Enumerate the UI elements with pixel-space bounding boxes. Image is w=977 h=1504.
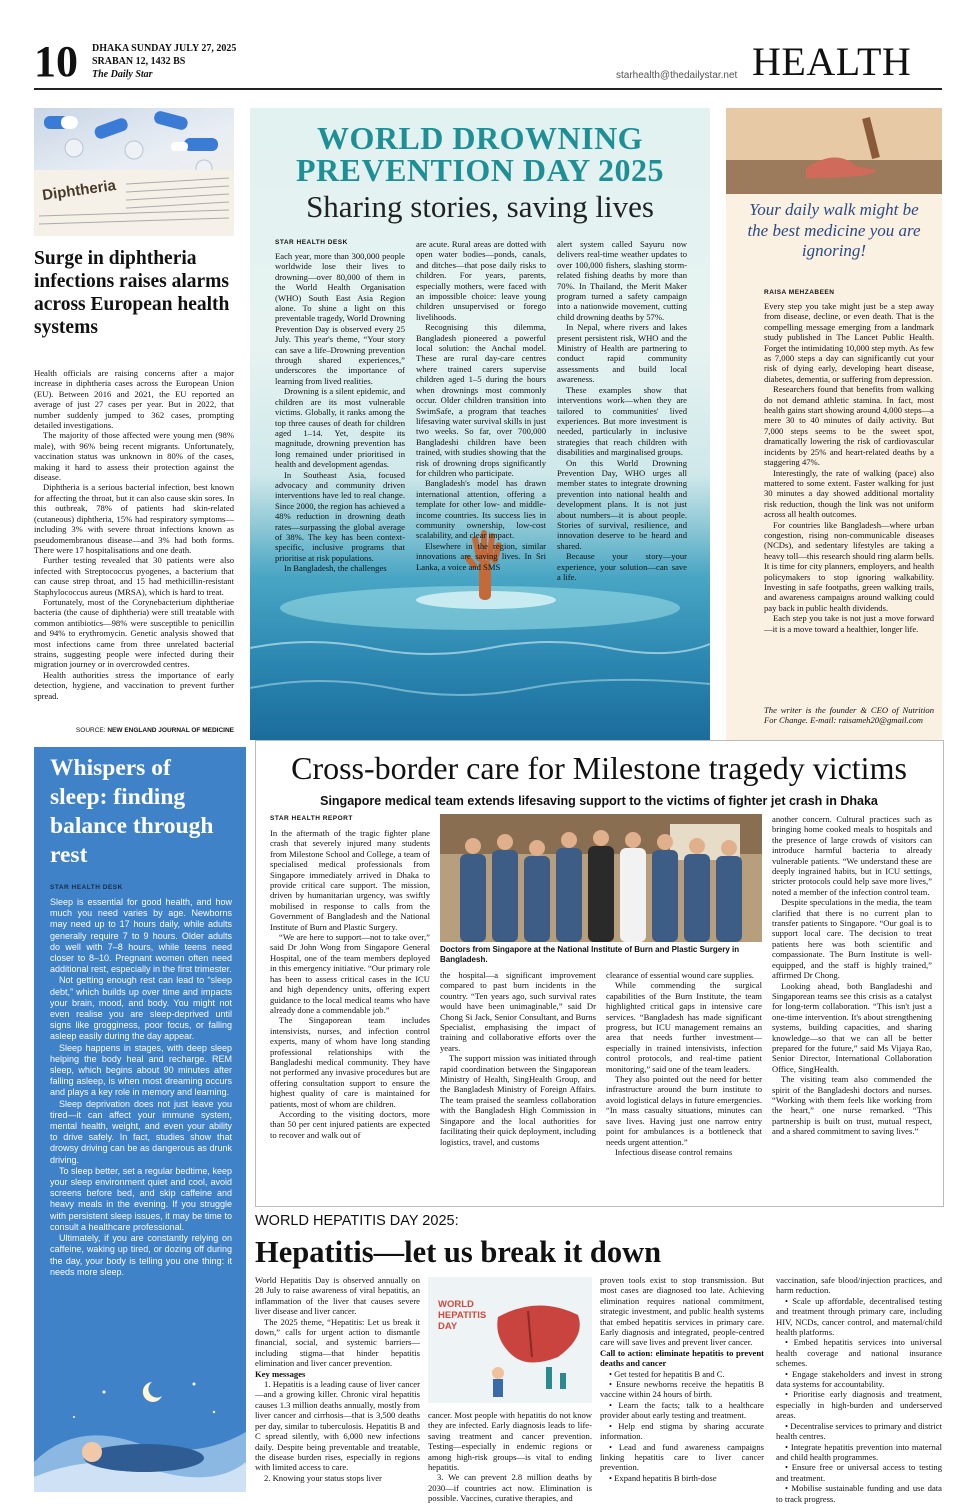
- paragraph: 2. Knowing your status stops liver: [264, 1472, 382, 1483]
- key-messages-heading: Key messages: [255, 1368, 306, 1379]
- paragraph: Each step you take is not just a move forward—it is a move toward a healthier, longer life.: [764, 613, 934, 634]
- hepatitis-col-2: [428, 1410, 592, 1504]
- paragraph: The 2025 theme, “Hepatitis: Let us break it down,” calls for urgent action to dismantle financial, social, and systemic barriers—including stigma—that hinder hepatitis elimination and liver cancer prevention.: [255, 1316, 420, 1369]
- paragraph: Infectious disease control remains: [615, 1146, 733, 1157]
- drowning-col-1: [275, 251, 405, 594]
- paragraph: Because your story—your experience, your solution—can save a life.: [557, 551, 687, 582]
- walk-panel: [726, 108, 942, 740]
- list-item: • Ensure newborns receive the hepatitis B vaccine within 24 hours of birth.: [600, 1379, 764, 1400]
- drowning-byline: STAR HEALTH DESK: [275, 239, 348, 246]
- paragraph: alert system called Sayuru now delivers real-time weather updates to over 100,000 fishers, slashing storm-related fishing deaths by more than 70%. In Thailand, the Merit Maker program turned a safety campaign into a nationwide movement, cutting child drowning deaths by 57%.: [557, 239, 687, 322]
- walking-photo: [726, 108, 942, 194]
- drowning-col-2: [416, 239, 546, 594]
- milestone-photo: [440, 814, 762, 942]
- pills-illustration: [34, 108, 234, 236]
- milestone-col-2: [440, 970, 596, 1188]
- walk-author-note: The writer is the founder & CEO of Nutrition For Change. E-mail: raisameh20@gmail.com: [764, 705, 934, 726]
- paragraph: Recognising this dilemma, Bangladesh pioneered a powerful local solution: the Anchal model. These are rural day-care centres where trained carers supervise children aged 1–5 during the hours when drownings most commonly occur. Older children transition into SwimSafe, a program that teaches lifesaving water survival skills in just two weeks. So far, over 700,000 Bangladeshi children have been trained, with studies showing that the risk of drowning drops significantly for children who participate.: [416, 322, 546, 478]
- paragraph: According to the visiting doctors, more than 50 per cent injured patients are expected to recover and walk out of: [270, 1108, 430, 1140]
- drowning-col-3: [557, 239, 687, 594]
- paragraph: In Bangladesh, the challenges: [284, 563, 387, 574]
- bangla-date: SRABAN 12, 1432 BS: [92, 56, 186, 67]
- moon-icon: [143, 1382, 162, 1402]
- diphtheria-source: [40, 727, 234, 734]
- paragraph: Looking ahead, both Bangladeshi and Singaporean teams see this crisis as a catalyst for long-term collaboration. “This isn't just a one-time intervention. It's about strengthening systems, building capacities, and sharing knowledge—so that we can all be better prepared for the future,” said Ms Vijaya Rao, Senior Director, International Collaboration Office, SingHealth.: [772, 980, 932, 1074]
- paragraph: “We are here to support—not to take over,” said Dr John Wong from Singapore General Hospital, one of the team members deployed in this emergency initiative. “Our primary role has been to assess critical cases in the ICU and high dependency units, offering expert guidance to the local medical teams who have already done a commendable job.”: [270, 932, 430, 1015]
- paragraph: While commending the surgical capabilities of the Burn Institute, the team highlighted critical gaps in intensive care services. “Bangladesh has made significant progress, but ICU management remains an area that needs further investment—especially in trained intensivists, infection control protocols, and real-time patient monitoring,” said one of the team leaders.: [606, 980, 762, 1074]
- paragraph: The support mission was initiated through rapid coordination between the Singaporean Ministry of Health, SingHealth Group, and the Bangladesh Ministry of Foreign Affairs. The team praised the seamless collaboration with the Bangladesh High Commission in Singapore and the local authorities for facilitating their quick deployment, including logistics, travel, and customs: [440, 1053, 596, 1147]
- milestone-col-3: [606, 970, 762, 1188]
- paragraph: another concern. Cultural practices such as bringing home cooked meals to hospitals and the presence of large crowds of visitors can introduce harmful bacteria to already vulnerable patients. “We understand these are deeply ingrained habits, but in ICU settings, stricter protocols could help save more lives,” noted a member of the infection control team.: [772, 814, 932, 897]
- sleeping-illustration: [34, 1362, 246, 1492]
- hepatitis-kicker: WORLD HEPATITIS DAY 2025:: [255, 1213, 459, 1229]
- sleep-byline: STAR HEALTH DESK: [50, 884, 123, 891]
- call-to-action-heading: Call to action: eliminate hepatitis to prevent deaths and cancer: [600, 1347, 764, 1369]
- paragraph: Despite speculations in the media, the team clarified that there is no current plan to transfer patients to Singapore. “Our goal is to support local care. The decision to treat patients here was both scientific and compassionate. The Burn Institute is well-equipped, and the staff is highly trained,” affirmed Dr Chong.: [772, 897, 932, 981]
- paragraph: 1. Hepatitis is a leading cause of liver cancer—and a growing killer. Chronic viral hepatitis causes 1.3 million deaths annually, mostly from liver cancer and cirrhosis—that is 3,500 deaths per day, similar to tuberculosis. Hepatitis B and C spread silently, with 6,000 new infections daily. Despite being preventable and treatable, the disease burden rises, especially in regions with limited access to care.: [255, 1379, 420, 1473]
- paragraph: cancer. Most people with hepatitis do not know they are infected. Early diagnosis leads to life-saving treatment and cancer prevention. Testing—especially in endemic regions or among high-risk groups—is vital to ending hepatitis.: [428, 1410, 592, 1473]
- paragraph: Bangladesh's model has drawn international attention, offering a template for other low- and middle-income countries. Its success lies in community ownership, low-cost scalability, and clear impact.: [416, 478, 546, 541]
- hepatitis-col-1: [255, 1275, 420, 1495]
- paragraph: On this World Drowning Prevention Day, WHO urges all member states to integrate drowning prevention into national health and development plans. It is not just about numbers—it is about people. Stories of survival, resilience, and innovation deserve to be heard and shared.: [557, 457, 687, 551]
- section-title: HEALTH: [752, 39, 912, 84]
- paragraph: clearance of essential wound care supplies.: [606, 970, 754, 980]
- paper-logo: The Daily Star: [92, 69, 153, 80]
- paragraph: Researchers found that benefits from walking do not demand athletic stamina. In fact, most health gains start showing around 4,000 steps—a mere 30 to 40 minutes of daily activity. But 7,000 steps seems to be the sweet spot, dramatically lowering the risk of cardiovascular incidents by 25% and heart-related deaths by a staggering 47%.: [764, 384, 934, 468]
- paragraph: For countries like Bangladesh—where urban congestion, rising non-communicable diseases (NCDs), and sedentary lifestyles are taking a heavy toll—this research should ring alarm bells. It is time for city planners, employers, and health policymakers to stop ignoring walkability. Investing in safe footpaths, green walking trails, and awareness campaigns around walking could pay back in public health dividends.: [764, 519, 934, 613]
- list-item: • Decentralise services to primary and district health centres.: [776, 1420, 942, 1442]
- list-item: • Lead and fund awareness campaigns linking hepatitis care to liver cancer prevention.: [600, 1441, 764, 1473]
- list-item: • Integrate hepatitis prevention into maternal and child health programmes.: [776, 1441, 942, 1462]
- milestone-headline: Cross-border care for Milestone tragedy victims: [291, 750, 907, 786]
- milestone-byline: STAR HEALTH REPORT: [270, 815, 353, 822]
- paragraph: Health officials are raising concerns after a major increase in diphtheria cases across the European Union (EU). Between 2016 and 2021, the EU reported an average of just 27 cases per year. But in 2022, that number suddenly jumped to 362 cases, prompting detailed investigations.: [34, 368, 234, 431]
- paragraph: Drowning is a silent epidemic, and children are its most vulnerable victims. Globally, it ranks among the top three causes of death for children aged 1–14. Yet, despite its magnitude, drowning prevention has long remained under prioritised in health and development agendas.: [275, 386, 405, 470]
- diphtheria-image-label: Diphtheria: [41, 176, 118, 205]
- walk-headline: Your daily walk might be the best medicine you are ignoring!: [747, 200, 921, 260]
- paragraph: To sleep better, set a regular bedtime, keep your sleep environment quiet and cool, avoid screens before bed, and skip caffeine and heavy meals in the evening. If you struggle with persistent sleep issues, it may be time to consult a healthcare professional.: [50, 1165, 232, 1232]
- list-item: • Engage stakeholders and invest in strong data systems for accountability.: [776, 1368, 942, 1390]
- paragraph: They also pointed out the need for better infrastructure around the burn institute to avoid logistical delays in future emergencies. “In mass casualty situations, minutes can save lives. Having just one narrow entry point for ambulances is a bottleneck that needs urgent attention.”: [606, 1074, 762, 1147]
- call-to-action-list: [600, 1369, 764, 1483]
- milestone-col-4: [772, 814, 932, 1189]
- paragraph: Sleep deprivation does not just leave you tired—it can affect your immune system, mental health, weight, and even your ability to drive safely. In fact, studies show that drowsy driving can be as dangerous as drunk driving.: [50, 1098, 232, 1165]
- diphtheria-image: [34, 108, 234, 236]
- paragraph: These examples show that interventions work—when they are tailored to communities' lived experiences. But more investment is needed, particularly in inclusive strategies that reach children with disabilities and marginalised groups.: [557, 384, 687, 458]
- paragraph: Elsewhere in the region, similar innovations are saving lives. In Sri Lanka, a voice and SMS: [416, 540, 546, 572]
- paragraph: Fortunately, most of the Corynebacterium diphtheriae bacteria (the cause of diphtheria) were still treatable with common antibiotics—98% were susceptible to penicillin and 94% to erythromycin. Genetic analysis showed that most infections came from three unrelated bacterial strains, suggesting people were infected during their migration journey or in overcrowded centres.: [34, 596, 234, 670]
- masthead-rule: [34, 88, 942, 90]
- paragraph: vaccination, safe blood/injection practices, and harm reduction.: [776, 1275, 942, 1296]
- walk-body: [764, 301, 934, 703]
- list-item: • Scale up affordable, decentralised testing and treatment through primary care, including HIV, NCDs, cancer control, and maternal/child health platforms.: [776, 1295, 942, 1338]
- list-item: • Prioritise early diagnosis and treatment, especially in high-burden and underserved areas.: [776, 1389, 942, 1421]
- paragraph: are acute. Rural areas are dotted with open water bodies—ponds, canals, and ditches—that pose daily risks to children. For years, parents, especially mothers, were faced with an impossible choice: leave young children unsupervised or forego livelihoods.: [416, 239, 546, 322]
- paragraph: Diphtheria is a serious bacterial infection, best known for affecting the throat, but it can also cause skin sores. In this outbreak, 78% of patients had skin-related (cutaneous) diphtheria, 15% had respiratory symptoms—including 3% with severe throat infections known as pseudomembranous disease—and 3% had both forms. There were 17 hospitalisations and one death.: [34, 482, 234, 555]
- list-item: • Learn the facts; talk to a healthcare provider about early testing and treatment.: [600, 1399, 764, 1421]
- paragraph: The visiting team also commended the spirit of the Bangladeshi doctors and nurses. “Working with them feels like working from the heart,” one nurse remarked. “This partnership is built on trust, mutual respect, and a shared commitment to saving lives.”: [772, 1074, 932, 1137]
- paragraph: Sleep happens in stages, with deep sleep helping the body heal and recharge. REM sleep, which begins about 90 minutes after falling asleep, is when most dreaming occurs and plays a key role in memory and learning.: [50, 1042, 232, 1098]
- hepatitis-graphic: [428, 1277, 592, 1403]
- paragraph: Sleep is essential for good health, and how much you need varies by age. Newborns may need up to 17 hours daily, while adults generally require 7 to 9 hours. Older adults do well with 7–8 hours, while teens need closer to 8–10. Pregnant women often need additional rest, especially in the first trimester.: [50, 897, 232, 975]
- sleep-body: [50, 897, 232, 1352]
- diphtheria-headline: Surge in diphtheria infections raises alarms across European health systems: [34, 248, 230, 338]
- drowning-kicker: WORLD DROWNING PREVENTION DAY 2025: [295, 120, 665, 188]
- paragraph: Ultimately, if you are constantly relying on caffeine, waking up tired, or dozing off during the day, your body is telling you one thing: it needs more sleep.: [50, 1233, 232, 1277]
- paragraph: proven tools exist to stop transmission. But most cases are diagnosed too late. Achieving elimination requires national commitment, strategic investment, and public health systems that embed hepatitis services in primary care. Early diagnosis and integrated, people-centred care will save lives and prevent liver cancer.: [600, 1275, 764, 1348]
- source-name: NEW ENGLAND JOURNAL OF MEDICINE: [107, 727, 234, 734]
- paragraph: The Singaporean team includes intensivists, nurses, and infection control experts, many of whom have long standing professional relationships with the Bangladeshi medical community. They have not performed any invasive procedures but are offering consultation support to ensure the highest quality of care is maintained for patients, most of whom are children.: [270, 1015, 430, 1109]
- sleep-headline: Whispers of sleep: finding balance through rest: [50, 755, 214, 868]
- list-item: • Ensure free or universal access to testing and treatment.: [776, 1462, 942, 1483]
- paragraph: Health authorities stress the importance of early detection, hygiene, and vaccination to prevent further spread.: [34, 669, 234, 701]
- list-item: • Mobilise sustainable funding and use data to track progress.: [776, 1483, 942, 1504]
- hepatitis-col-4: [776, 1275, 942, 1504]
- paragraph: World Hepatitis Day is observed annually on 28 July to raise awareness of viral hepatitis, an inflammation of the liver that causes severe liver disease and liver cancer.: [255, 1275, 420, 1317]
- milestone-col-1: [270, 828, 430, 1188]
- milestone-subhead: Singapore medical team extends lifesaving support to the victims of fighter jet crash in Dhaka: [320, 794, 878, 808]
- hepatitis-graphic-label: WORLD HEPATITIS DAY: [438, 1299, 487, 1332]
- paragraph: Further testing revealed that 30 patients were also infected with Streptococcus pyogenes, a bacterium that can cause strep throat, and 15 had methicillin-resistant Staphylococcus aureus (MRSA), which is hard to treat.: [34, 555, 234, 597]
- source-label: SOURCE:: [75, 727, 106, 734]
- doctors-photo: [440, 814, 762, 942]
- hepatitis-headline: Hepatitis—let us break it down: [255, 1235, 662, 1269]
- paragraph: the hospital—a significant improvement compared to past burn incidents in the country. “Ten years ago, such survival rates would have been unimaginable,” said Dr Chong Si Jack, Senior Consultant, and Burns Specialist, emphasising the impact of training and collaborative efforts over the years.: [440, 970, 596, 1053]
- paragraph: In Nepal, where rivers and lakes present persistent risk, WHO and the Ministry of Health are partnering to conduct rapid community assessments and build local awareness.: [557, 322, 687, 385]
- paragraph: 3. We can prevent 2.8 million deaths by 2030—if countries act now. Elimination is possible. Vaccines, curative therapies, and: [428, 1472, 592, 1504]
- section-email[interactable]: starhealth@thedailystar.net: [616, 70, 738, 81]
- paragraph: Not getting enough rest can lead to “sleep debt,” which builds up over time and impacts your brain, mood, and body. You might not even realise you are sleep-deprived until signs like grogginess, poor focus, or falling asleep easily during the day appear.: [50, 975, 232, 1042]
- sleep-panel: [34, 747, 246, 1492]
- list-item: • Embed hepatitis services into universal health coverage and national insurance schemes.: [776, 1337, 942, 1369]
- list-item: • Help end stigma by sharing accurate information.: [600, 1420, 764, 1442]
- paragraph: Each year, more than 300,000 people worldwide lose their lives to drowning—over 80,000 of them in the World Health Organisation (WHO) South East Asia Region alone. To shine a light on this preventable tragedy, World Drowning Prevention Day is observed every 25 July. This year's theme, “Your story can save a life–Drowning prevention through shared experiences,” underscores the importance of learning from lived realities.: [275, 251, 405, 386]
- milestone-photo-caption: Doctors from Singapore at the National Institute of Burn and Plastic Surgery in Bangladesh.: [440, 945, 740, 964]
- drowning-headline: Sharing stories, saving lives: [306, 189, 654, 224]
- paragraph: The majority of those affected were young men (98% male), with 96% being recent migrants. Unfortunately, vaccination status was unknown in 80% of the cases, making it hard to assess their protection against the disease.: [34, 430, 234, 483]
- walk-byline: RAISA MEHZABEEN: [764, 289, 835, 296]
- paragraph: In the aftermath of the tragic fighter plane crash that severely injured many students from Milestone School and College, a team of specialised medical professionals from Singapore immediately arrived in Dhaka to provide critical care support. The mission, driven by humanitarian urgency, was swiftly mobilised in response to calls from the Government of Bangladesh and the National Institute of Burn and Plastic Surgery.: [270, 828, 430, 932]
- page-number: 10: [34, 37, 78, 86]
- hepatitis-col-3: [600, 1275, 764, 1495]
- liver-illustration: [428, 1277, 592, 1403]
- list-item: • Expand hepatitis B birth-dose: [609, 1472, 717, 1483]
- paragraph: In Southeast Asia, focused advocacy and community driven interventions have led to real change. Since 2000, the region has achieved a 48% reduction in drowning death rates—surpassing the global average of 38%. The key has been context-specific, inclusive programs that prioritise at risk populations.: [275, 469, 405, 563]
- drowning-panel: [250, 108, 710, 740]
- paragraph: Every step you take might just be a step away from disease, decline, or even death. That is the compelling message emerging from a landmark study published in The Lancet Public Health. Forget the intimidating 10,000 step myth. As few as 7,000 steps a day can significantly cut your risk of dying early, developing heart disease, diabetes, dementia, or suffering from depression.: [764, 301, 934, 384]
- dateline: DHAKA SUNDAY JULY 27, 2025: [92, 43, 237, 54]
- diphtheria-body: [34, 368, 234, 723]
- list-item: • Get tested for hepatitis B and C.: [609, 1368, 725, 1379]
- paragraph: Interestingly, the rate of walking (pace) also mattered to some extent. Faster walking for just 30 minutes a day showed additional mortality risk reduction, though the link was not uniform across all health outcomes.: [764, 467, 934, 520]
